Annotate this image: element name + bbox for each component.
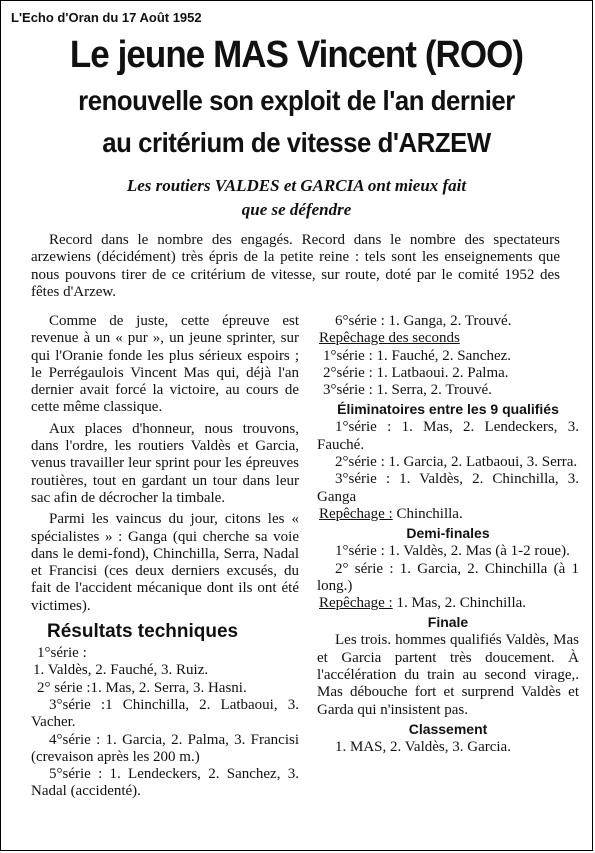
demi-finale-result: 2° série : 1. Garcia, 2. Chinchilla (à 1 long.) xyxy=(317,560,579,594)
intro-paragraph: Record dans le nombre des engagés. Record dans le nombre des spectateurs arzewiens (décidément) très épris de la petite reine : tels sont les enseignements que nous pouvons tirer de ce critérium de vitesse, sur route, doté par le comité 1952 des fêtes d'Arzew. xyxy=(31,232,560,300)
article-paragraph: Parmi les vaincus du jour, citons les « spécialistes » : Ganga (qui cherche sa voie dans le demi-fond), Chinchilla, Serra, Nadal et Francisi (ces deux derniers excusés, du fait de l'accident mécanique dont ils ont été victimes). xyxy=(31,511,299,614)
heat-result: 3°série :1 Chinchilla, 2. Latbaoui, 3. Vacher. xyxy=(31,696,299,731)
subheadline-line-2: que se défendre xyxy=(241,200,352,219)
article-paragraph: Comme de juste, cette épreuve est revenue à un « pur », un jeune sprinter, sur qui l'Oranie fonde les plus sérieux espoirs ; le Perrégaulois Vincent Mas qui, déjà l'an dernier avait forcé la victoire, au cours de cette même classique. xyxy=(31,313,299,416)
classement-result: 1. MAS, 2. Valdès, 3. Garcia. xyxy=(335,738,511,755)
repechage-result: 1°série : 1. Fauché, 2. Sanchez. xyxy=(323,347,512,364)
headline-main: Le jeune MAS Vincent (ROO) xyxy=(69,34,524,76)
classement-heading: Classement xyxy=(408,720,488,737)
heat-result: 2° série :1. Mas, 2. Serra, 3. Hasni. xyxy=(37,679,247,696)
heat-result: 6°série : 1. Ganga, 2. Trouvé. xyxy=(335,313,512,329)
eliminatoires-heading: Éliminatoires entre les 9 qualifiés xyxy=(337,401,559,418)
eliminatoire-repechage xyxy=(317,506,579,523)
repechage-heading: Repêchage des seconds xyxy=(319,330,460,347)
finale-paragraph: Les trois. hommes qualifiés Valdès, Mas et Garcia partent très doucement. À l'accélération du train au second virage,. Mas débouche fort et surprend Valdès et Garda qui n'insistent pas. xyxy=(317,632,579,718)
repechage-value: Chinchilla. xyxy=(392,505,463,522)
left-column xyxy=(31,313,299,801)
repechage-result: 3°série : 1. Serra, 2. Trouvé. xyxy=(323,382,492,399)
repechage-value: 1. Mas, 2. Chinchilla. xyxy=(392,595,527,612)
article-paragraph: Aux places d'honneur, nous trouvons, dans l'ordre, les routiers Valdès et Garcia, venus travailler leur sprint pour les épreuves routières, tout en gardant un tour dans leur sac afin de décrocher la timbale. xyxy=(31,420,299,506)
source-caption: L'Echo d'Oran du 17 Août 1952 xyxy=(11,10,202,25)
eliminatoire-result: 1°série : 1. Mas, 2. Lendeckers, 3. Fauché. xyxy=(317,419,579,453)
demi-finale-repechage xyxy=(317,595,579,612)
repechage-label: Repêchage : xyxy=(319,595,393,612)
headline-line-2: renouvelle son exploit de l'an dernier xyxy=(78,85,515,116)
eliminatoire-result: 2°série : 1. Garcia, 2. Latbaoui, 3. Serra. xyxy=(335,454,578,471)
headline-secondary xyxy=(25,84,569,160)
heat-result: 4°série : 1. Garcia, 2. Palma, 3. Francisi (crevaison après les 200 m.) xyxy=(31,731,299,765)
eliminatoire-result: 3°série : 1. Valdès, 2. Chinchilla, 3. Ganga xyxy=(317,471,579,505)
subheadline-line-1: Les routiers VALDES et GARCIA ont mieux fait xyxy=(126,176,467,195)
repechage-result: 2°série : 1. Latbaoui. 2. Palma. xyxy=(323,364,509,381)
demi-finales-heading: Demi-finales xyxy=(406,525,490,542)
right-column xyxy=(317,313,579,756)
heat-result: 1. Valdès, 2. Fauché, 3. Ruiz. xyxy=(33,662,209,679)
heat-label: 1°série : xyxy=(37,645,87,662)
heat-result: 5°série : 1. Lendeckers, 2. Sanchez, 3. Nadal (accidenté). xyxy=(31,766,299,800)
headline-line-3: au critérium de vitesse d'ARZEW xyxy=(102,127,491,158)
demi-finale-result: 1°série : 1. Valdès, 2. Mas (à 1-2 roue). xyxy=(335,543,570,560)
repechage-label: Repêchage : xyxy=(319,505,393,522)
finale-heading: Finale xyxy=(427,614,469,631)
subheadline xyxy=(1,174,592,222)
results-heading: Résultats techniques xyxy=(47,621,239,643)
